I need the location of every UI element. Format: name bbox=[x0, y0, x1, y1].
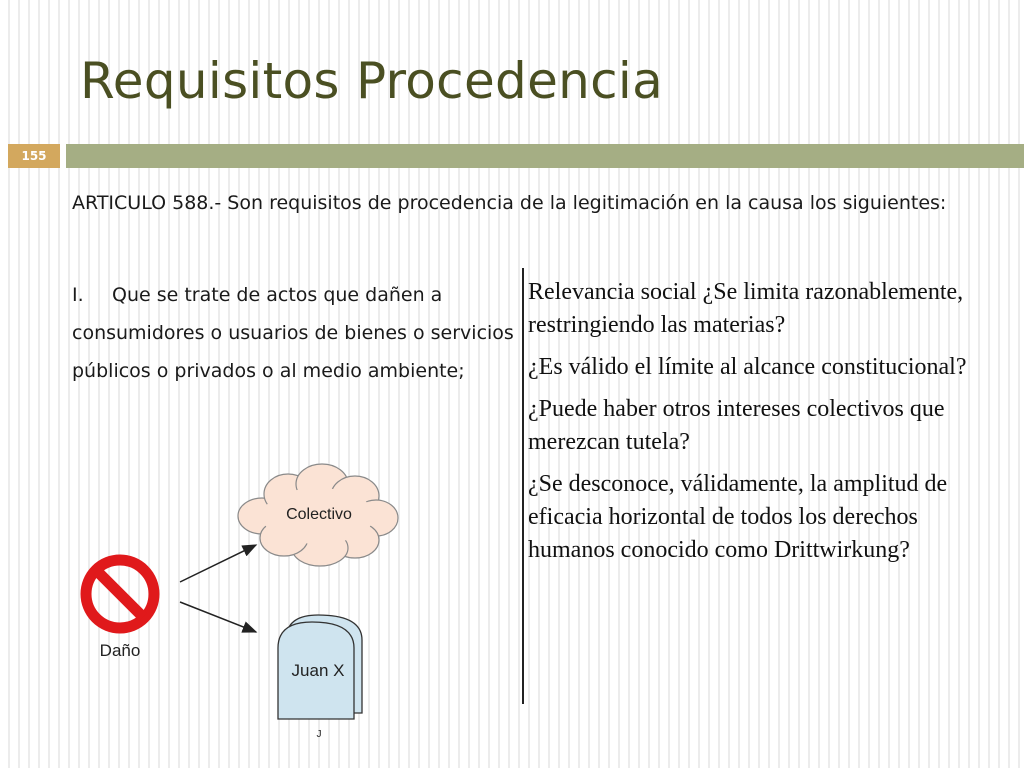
question-relevancia: Relevancia social ¿Se limita razonablemente, restringiendo las materias? bbox=[528, 279, 964, 338]
question-drittwirkung: ¿Se desconoce, válidamente, la amplitud de eficacia horizontal de todos los derechos humanos conocido como Drittwirkung? bbox=[528, 471, 948, 563]
article-paragraph: ARTICULO 588.- Son requisitos de procedencia de la legitimación en la causa los siguientes: bbox=[72, 192, 947, 214]
slide-number-badge: 155 bbox=[8, 144, 60, 168]
prohibition-icon bbox=[86, 560, 154, 628]
arrow-icon bbox=[180, 602, 256, 632]
dano-label: Daño bbox=[99, 641, 141, 660]
cloud-label: Colectivo bbox=[286, 506, 352, 523]
tombstone-caption: J bbox=[316, 729, 322, 740]
slide-title: Requisitos Procedencia bbox=[80, 52, 664, 110]
item-marker: I. bbox=[72, 284, 84, 306]
arrow-icon bbox=[180, 545, 256, 582]
question-intereses: ¿Puede haber otros intereses colectivos que merezcan tutela? bbox=[528, 396, 945, 455]
item-text: Que se trate de actos que dañen a consumidores o usuarios de bienes o servicios públicos o privados o al medio ambiente; bbox=[72, 284, 514, 382]
tombstone-label: Juan X bbox=[291, 661, 345, 680]
question-limite: ¿Es válido el límite al alcance constitucional? bbox=[528, 354, 967, 380]
